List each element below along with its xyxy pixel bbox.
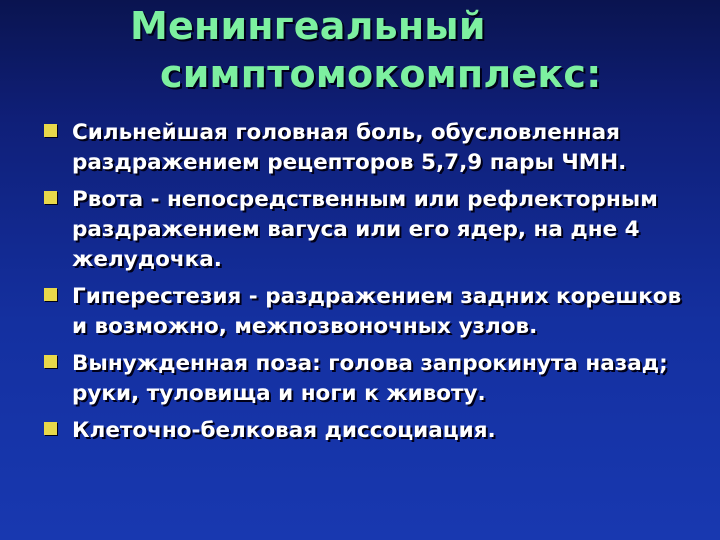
square-bullet-icon bbox=[44, 422, 57, 435]
bullet-item bbox=[44, 416, 694, 446]
slide-title bbox=[0, 0, 720, 110]
title-line-1: Менингеальный bbox=[130, 4, 486, 48]
title-line-2: симптомокомплекс: bbox=[160, 52, 602, 96]
bullet-item bbox=[44, 349, 694, 409]
bullet-list bbox=[44, 118, 694, 453]
square-bullet-icon bbox=[44, 124, 57, 137]
bullet-item bbox=[44, 118, 694, 178]
square-bullet-icon bbox=[44, 288, 57, 301]
bullet-text: Гиперестезия - раздражением задних корешков и возможно, межпозвоночных узлов. bbox=[72, 284, 682, 339]
bullet-item bbox=[44, 185, 694, 275]
bullet-text: Сильнейшая головная боль, обусловленная раздражением рецепторов 5,7,9 пары ЧМН. bbox=[72, 120, 627, 175]
square-bullet-icon bbox=[44, 191, 57, 204]
square-bullet-icon bbox=[44, 355, 57, 368]
bullet-text: Вынужденная поза: голова запрокинута назад; руки, туловища и ноги к животу. bbox=[72, 351, 668, 406]
bullet-text: Рвота - непосредственным или рефлекторным раздражением вагуса или его ядер, на дне 4 желудочка. bbox=[72, 187, 658, 272]
bullet-text: Клеточно-белковая диссоциация. bbox=[72, 418, 496, 443]
bullet-item bbox=[44, 282, 694, 342]
